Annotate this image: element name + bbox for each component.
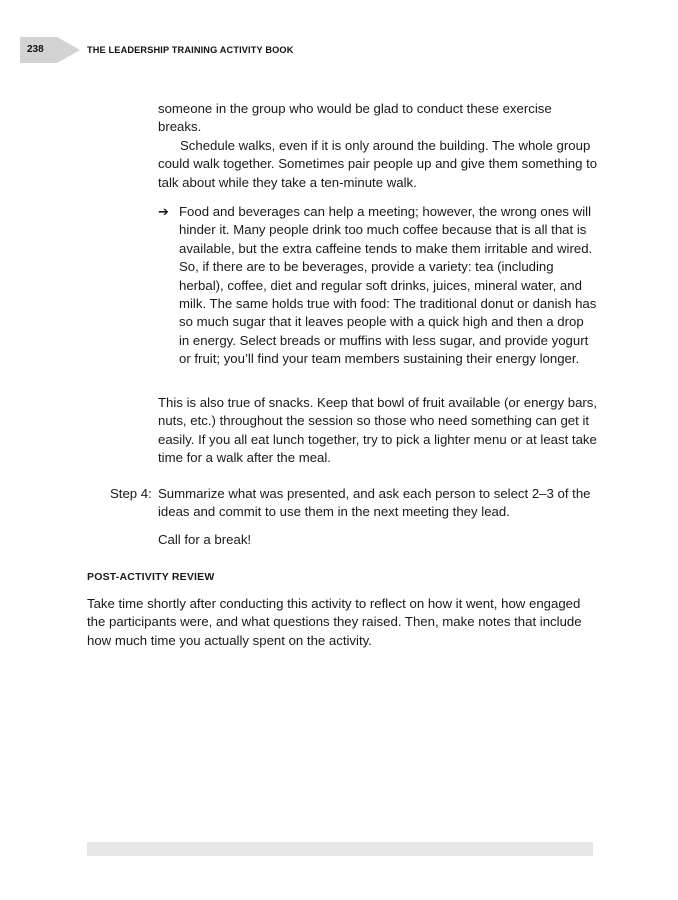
paragraph-exercise-breaks: someone in the group who would be glad to conduct these exercise breaks. [158,101,552,135]
bullet-arrow-icon: ➔ [158,204,169,219]
paragraph-schedule-walks: Schedule walks, even if it is only around the building. The whole group could walk together. Sometimes pair people up and give them something to talk about while they take a ten-minute walk. [158,138,598,190]
step-4-label: Step 4: [110,486,152,501]
bullet-food-beverages: Food and beverages can help a meeting; however, the wrong ones will hinder it. Many people drink too much coffee because that is all that is available, but the extra caffeine tends to make them irritable and wired. So, if there are to be beverages, provide a variety: tea (including herbal), coffee, diet and regular soft drinks, juices, mineral water, and milk. The same holds true with food: The traditional donut or danish has so much sugar that it leaves people with a quick high and then a drop in energy. Select breads or muffins with less sugar, and provide yogurt or fruit; you’ll find your team members sustaining their energy longer. [179,204,597,367]
call-for-break: Call for a break! [158,532,252,547]
step-4-text: Summarize what was presented, and ask each person to select 2–3 of the ideas and commit to use them in the next meeting they lead. [158,486,591,520]
paragraph-post-activity-review: Take time shortly after conducting this activity to reflect on how it went, how engaged the participants were, and what questions they raised. Then, make notes that include how much time you actually spent on the activity. [87,596,582,648]
footer-bar [87,842,593,856]
section-heading-post-activity-review: POST-ACTIVITY REVIEW [87,571,215,583]
page-number: 238 [27,44,44,55]
running-header: THE LEADERSHIP TRAINING ACTIVITY BOOK [87,45,294,55]
paragraph-snacks: This is also true of snacks. Keep that bowl of fruit available (or energy bars, nuts, etc.) throughout the session so those who need something can get it easily. If you all eat lunch together, try to pick a lighter menu or at least take time for a walk after the meal. [158,395,598,466]
